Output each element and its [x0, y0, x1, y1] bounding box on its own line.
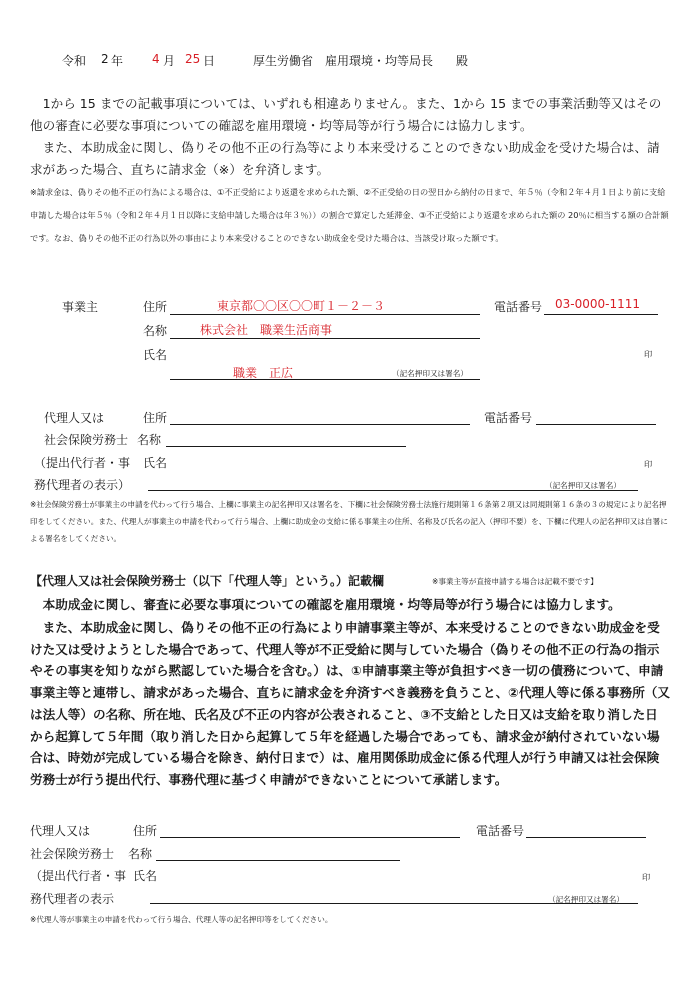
employer-company-field[interactable]: 株式会社 職業生活商事 — [200, 323, 333, 337]
year: 2 — [101, 52, 109, 66]
agent1-phone-field[interactable] — [536, 424, 656, 425]
agent2-seal-mark: 印 — [642, 872, 651, 882]
agent-section-paragraph-1: 本助成金に関し、審査に必要な事項についての確認を雇用環境・均等局等が行う場合には協力します。 — [42, 597, 621, 612]
pledge-paragraph-2: また、本助成金に関し、偽りその他不正の行為等により本来受けることのできない助成金を受けた場合は、請求があった場合、直ちに請求金（※）を弁済します。 — [30, 140, 660, 177]
agent2-note: ※代理人等が事業主の申請を代わって行う場合、代理人等の記名押印等をしてください。 — [30, 915, 333, 924]
year-unit: 年 — [111, 54, 124, 68]
agent1-sign-note: （記名押印又は署名） — [545, 481, 621, 490]
agent2-address-field[interactable] — [160, 837, 460, 838]
month: 4 — [152, 52, 160, 66]
agent1-note: ※社会保険労務士が事業主の申請を代わって行う場合、上欄に事業主の記名押印又は署名を、下欄に社会保険労務士法施行規則第１６条第２項又は同規則第１６条の３の規定により記名押印をしてください。また、代理人が事業主の申請を代わって行う場合、上欄に助成金の支給に係る事業主の住所、名称及び氏名の記入（押印不要）を、下欄に代理人の記名押印又は自署による署名をしてください。 — [30, 500, 668, 543]
agent-section-heading-note: ※事業主等が直接申請する場合は記載不要です】 — [432, 577, 598, 586]
employer-address-label: 住所 — [143, 300, 168, 314]
agent1-phone-label: 電話番号 — [484, 411, 533, 425]
agent2-phone-field[interactable] — [526, 837, 646, 838]
agent1-company-label: 名称 — [137, 433, 162, 447]
agent2-company-label: 名称 — [128, 847, 153, 861]
month-unit: 月 — [163, 54, 176, 68]
day-unit: 日 — [203, 54, 216, 68]
employer-company-label: 名称 — [143, 324, 168, 338]
employer-seal-mark: 印 — [644, 349, 653, 359]
employer-section-label: 事業主 — [62, 300, 99, 314]
agent1-address-label: 住所 — [143, 411, 168, 425]
pledge-note: ※請求金は、偽りその他不正の行為による場合は、①不正受給により返還を求められた額、②不正受給の日の翌日から納付の日まで、年５％（令和２年４月１日より前に支給申請した場合は年５％（令和２年４月１日以降に支給申請した場合は年３％））の割合で算定した延滞金、③不正受給により返還を求められた額の 20％に相当する額の合計額です。なお、偽りその他不正の行為以外の事由により本来受けることのできない助成金を受けた場合は、当該受け取った額です。 — [30, 187, 669, 243]
agent1-label-line3: （提出代行者・事 — [34, 456, 131, 470]
agent1-label-line4: 務代理者の表示） — [34, 478, 131, 492]
era: 令和 — [62, 54, 87, 68]
agent2-sign-note: （記名押印又は署名） — [548, 895, 624, 904]
day: 25 — [185, 52, 201, 66]
agent2-phone-label: 電話番号 — [476, 824, 525, 838]
agent-section-heading: 【代理人又は社会保険労務士（以下「代理人等」という。）記載欄 — [30, 574, 385, 588]
employer-name-label: 氏名 — [143, 348, 168, 362]
pledge-paragraph-1: 1から 15 までの記載事項については、いずれも相違ありません。また、1から 15 までの事業活動等又はその他の審査に必要な事項についての確認を雇用環境・均等局等が行う場合には協力します。 — [30, 96, 662, 133]
agent2-address-label: 住所 — [133, 824, 158, 838]
agent1-seal-mark: 印 — [644, 459, 653, 469]
agent1-label-line2: 社会保険労務士 — [44, 433, 129, 447]
agent2-label-line3: （提出代行者・事 — [30, 869, 127, 883]
agent2-name-label: 氏名 — [133, 869, 158, 883]
agent2-label-line1: 代理人又は — [30, 824, 91, 838]
agent2-label-line4: 務代理者の表示 — [30, 892, 115, 906]
employer-name-field[interactable]: 職業 正広 — [233, 366, 294, 380]
employer-address-field[interactable]: 東京都〇〇区〇〇町１－２－３ — [217, 299, 386, 313]
employer-phone-field[interactable]: 03-0000-1111 — [555, 297, 641, 311]
agent1-name-label: 氏名 — [143, 456, 168, 470]
agent1-address-field[interactable] — [170, 424, 470, 425]
agent-section-paragraph-2: また、本助成金に関し、偽りその他不正の行為により申請事業主等が、本来受けることのできない助成金を受けた又は受けようとした場合であって、代理人等が不正受給に関与していた場合（偽りその他不正の行為の指示やその事実を知りながら黙認していた場合を含む。）は、①申請事業主等が負担すべき一切の債務について、申請事業主等と連帯し、請求があった場合、直ちに請求金を弁済すべき義務を負うこと、②代理人等に係る事務所（又は法人等）の名称、所在地、氏名及び不正の内容が公表されること、③不支給とした日又は支給を取り消した日から起算して５年間（取り消した日から起算して５年を経過した場合であっても、請求金が納付されていない場合は、時効が完成している場合を除き、納付日まで）は、雇用関係助成金に係る代理人が行う申請又は社会保険労務士が行う提出代行、事務代理に基づく申請ができないことについて承諾します。 — [30, 620, 670, 787]
agent2-company-field[interactable] — [156, 860, 400, 861]
employer-phone-label: 電話番号 — [494, 300, 543, 314]
agent1-label-line1: 代理人又は — [44, 411, 105, 425]
agent1-company-field[interactable] — [166, 446, 406, 447]
agent2-label-line2: 社会保険労務士 — [30, 847, 115, 861]
honorific: 殿 — [456, 54, 469, 68]
employer-sign-note: （記名押印又は署名） — [392, 369, 468, 378]
addressee: 厚生労働省 雇用環境・均等局長 — [253, 54, 434, 68]
